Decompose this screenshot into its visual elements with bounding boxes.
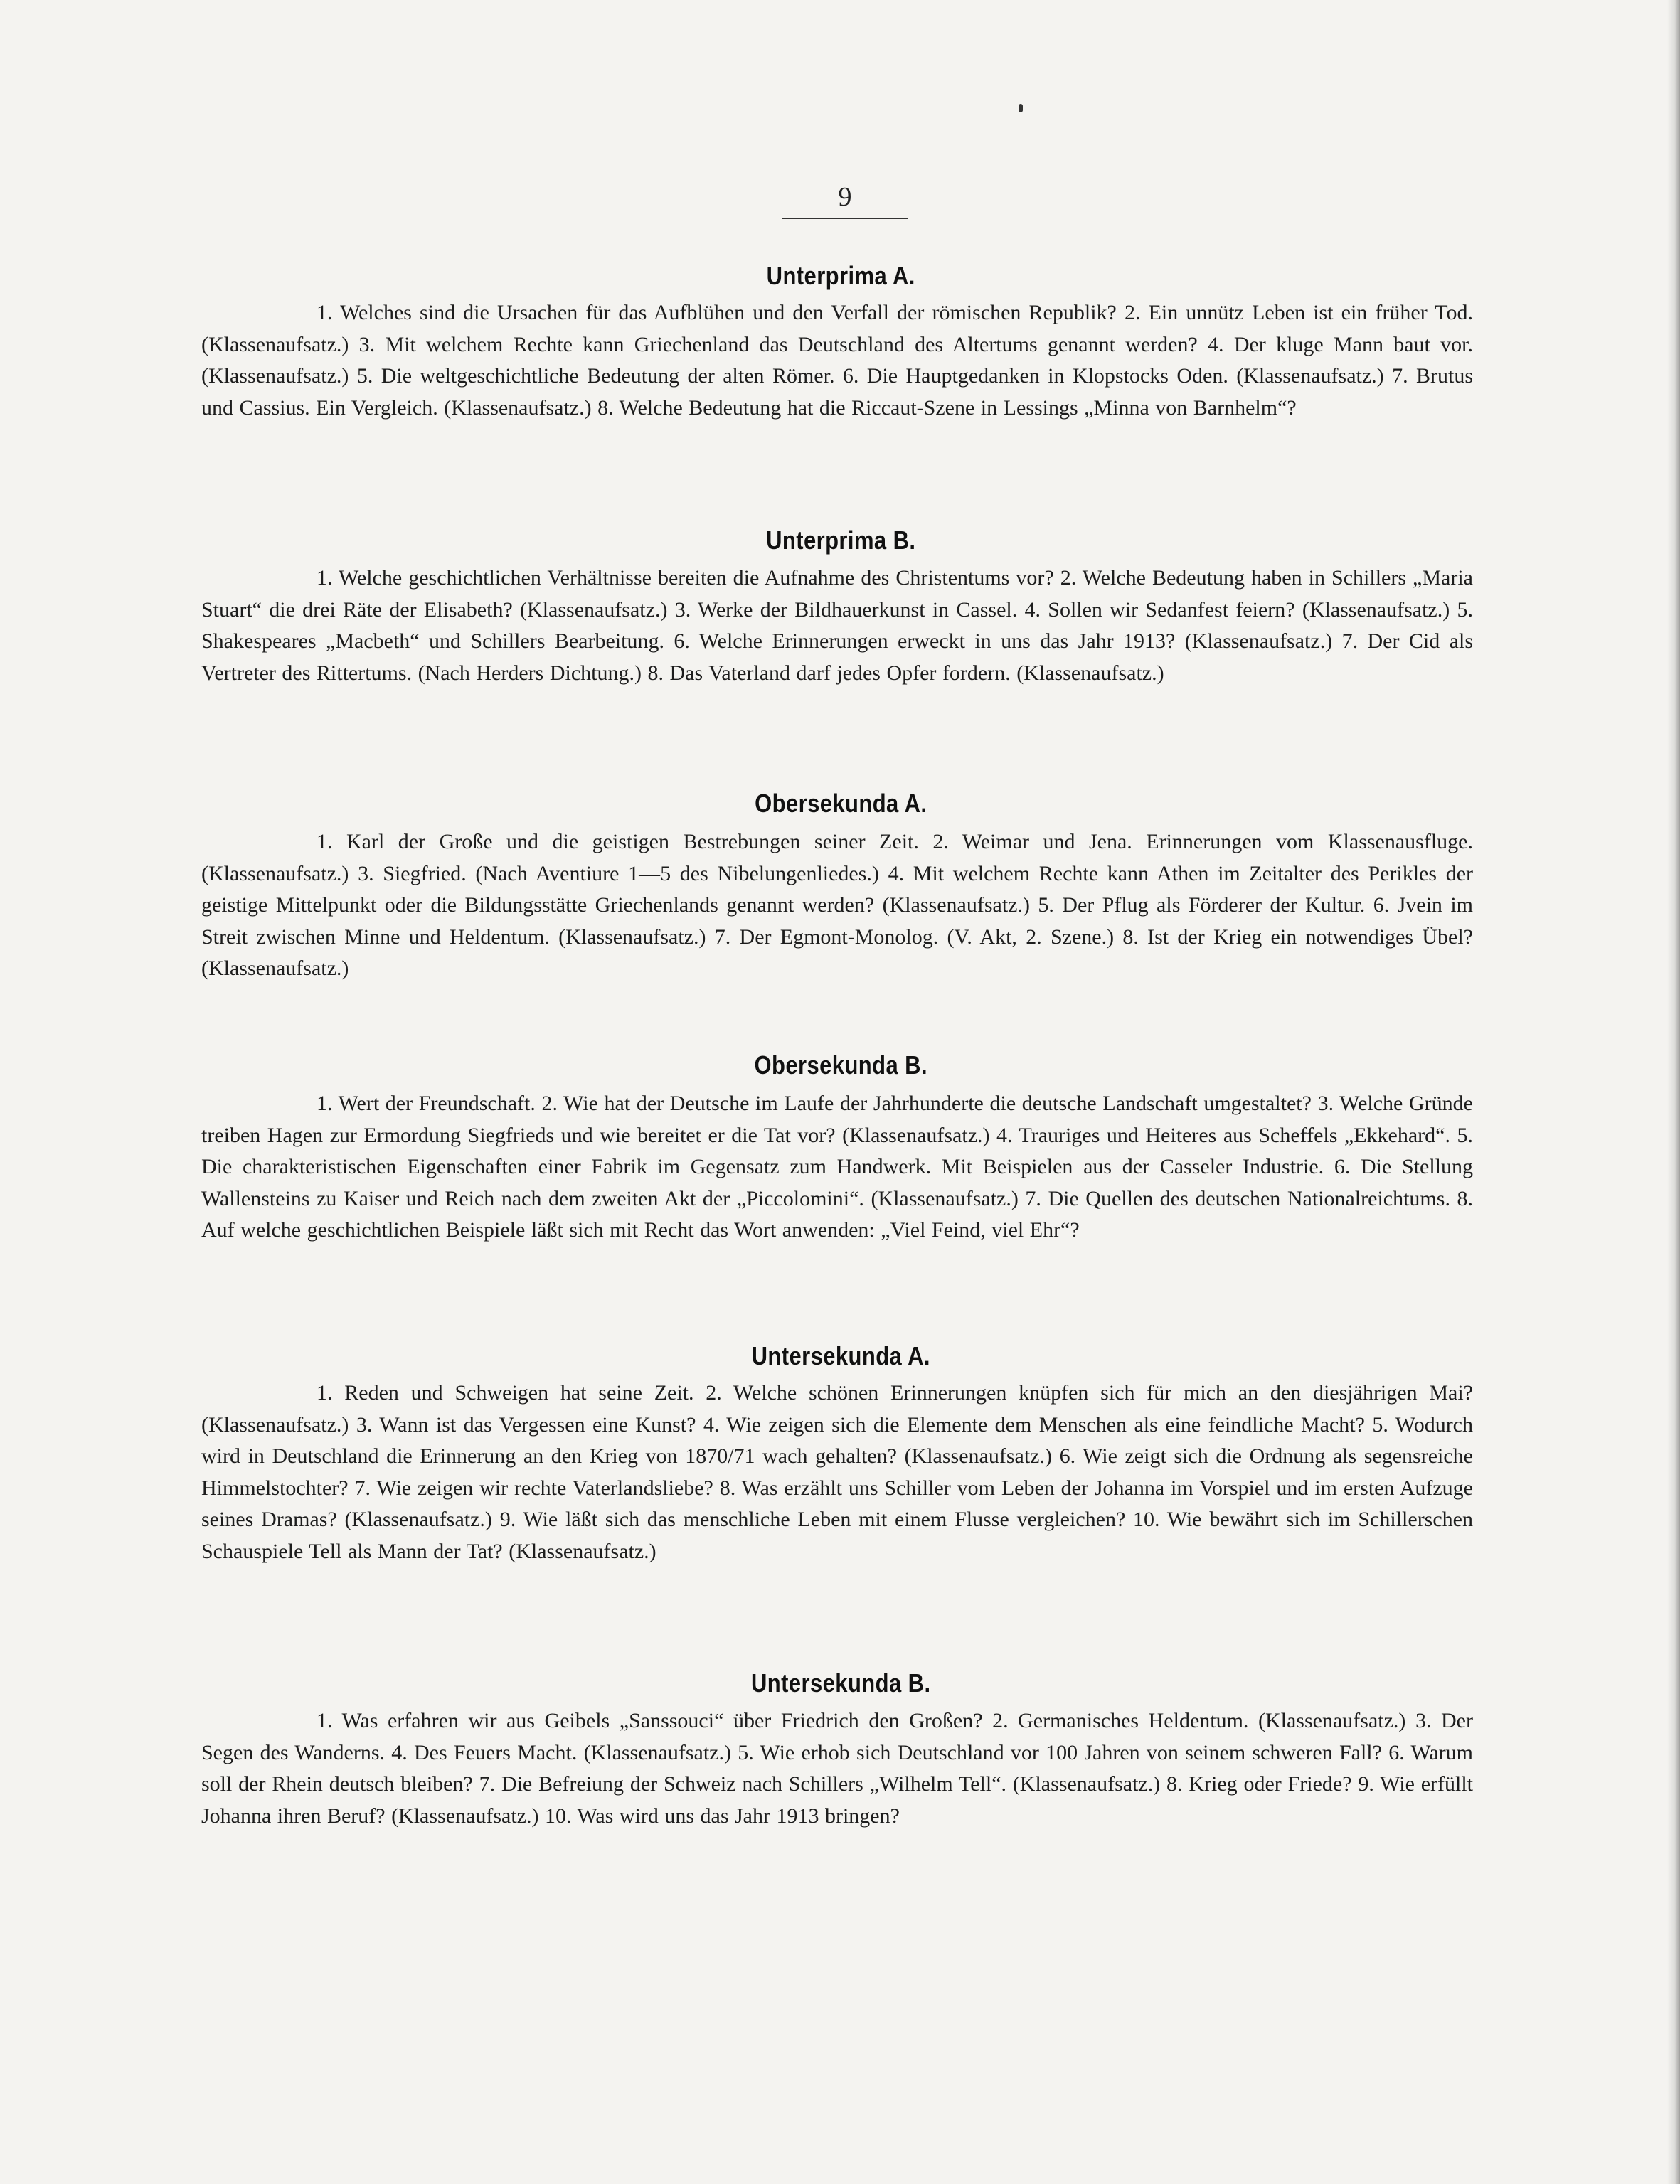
page-number: 9: [838, 182, 852, 212]
section-text-untersekunda-b: [201, 1705, 1473, 1832]
paragraph: 1. Welche geschichtlichen Verhältnisse bereiten die Aufnahme des Christentums vor? 2. Welche Bedeutung haben in Schillers „Maria Stuart“ die drei Räte der Elisabeth? (Klassenaufsatz.) 3. Werke der Bildhauerkunst in Cassel. 4. Sollen wir Sedanfest feiern? (Klassenaufsatz.) 5. Shakespeares „Macbeth“ und Schillers Bearbeitung. 6. Welche Erinnerungen erweckt in uns das Jahr 1913? (Klassenaufsatz.) 7. Der Cid als Vertreter des Rittertums. (Nach Herders Dichtung.) 8. Das Vaterland darf jedes Opfer fordern. (Klassenaufsatz.): [201, 566, 1473, 685]
section-heading-untersekunda-b: Untersekunda B.: [751, 1668, 931, 1698]
paragraph: 1. Welches sind die Ursachen für das Aufblühen und den Verfall der römischen Republik? 2. Ein unnütz Leben ist ein früher Tod. (Klassenaufsatz.) 3. Mit welchem Rechte kann Griechenland das Deutschland des Altertums genannt werden? 4. Der kluge Mann baut vor. (Klassenaufsatz.) 5. Die weltgeschichtliche Bedeutung der alten Römer. 6. Die Hauptgedanken in Klopstocks Oden. (Klassenaufsatz.) 7. Brutus und Cassius. Ein Vergleich. (Klassenaufsatz.) 8. Welche Bedeutung hat die Riccaut-Szene in Lessings „Minna von Barnhelm“?: [201, 301, 1473, 420]
paragraph: 1. Reden und Schweigen hat seine Zeit. 2. Welche schönen Erinnerungen knüpfen sich für mich an den diesjährigen Mai? (Klassenaufsatz.) 3. Wann ist das Vergessen eine Kunst? 4. Wie zeigen sich die Elemente dem Menschen als eine feindliche Macht? 5. Wodurch wird in Deutschland die Erinnerung an den Krieg von 1870/71 wach gehalten? (Klassenaufsatz.) 6. Wie zeigt sich die Ordnung als segensreiche Himmelstochter? 7. Wie zeigen wir rechte Vaterlandsliebe? 8. Was erzählt uns Schiller vom Leben der Johanna im Vorspiel und im ersten Aufzuge seines Dramas? (Klassenaufsatz.) 9. Wie läßt sich das menschliche Leben mit einem Flusse vergleichen? 10. Wie bewährt sich im Schillerschen Schauspiele Tell als Mann der Tat? (Klassenaufsatz.): [201, 1381, 1473, 1563]
section-heading-obersekunda-a: Obersekunda A.: [755, 789, 927, 818]
section-text-obersekunda-b: [201, 1088, 1473, 1247]
section-heading-obersekunda-b: Obersekunda B.: [754, 1050, 927, 1080]
section-text-unterprima-a: [201, 297, 1473, 424]
section-heading-unterprima-b: Unterprima B.: [766, 526, 916, 555]
section-heading-unterprima-a: Unterprima A.: [766, 261, 915, 290]
paragraph: 1. Was erfahren wir aus Geibels „Sanssouci“ über Friedrich den Großen? 2. Germanisches Heldentum. (Klassenaufsatz.) 3. Der Segen des Wanderns. 4. Des Feuers Macht. (Klassenaufsatz.) 5. Wie erhob sich Deutschland vor 100 Jahren von seinem schweren Fall? 6. Warum soll der Rhein deutsch bleiben? 7. Die Befreiung der Schweiz nach Schillers „Wilhelm Tell“. (Klassenaufsatz.) 8. Krieg oder Friede? 9. Wie erfüllt Johanna ihren Beruf? (Klassenaufsatz.) 10. Was wird uns das Jahr 1913 bringen?: [201, 1709, 1473, 1828]
section-text-obersekunda-a: [201, 826, 1473, 985]
section-heading-untersekunda-a: Untersekunda A.: [751, 1341, 930, 1370]
page-edge-shadow: [1667, 0, 1680, 2184]
page-number-rule: [782, 218, 908, 219]
section-text-untersekunda-a: [201, 1378, 1473, 1567]
print-speck: [1019, 104, 1023, 112]
paragraph: 1. Karl der Große und die geistigen Bestrebungen seiner Zeit. 2. Weimar und Jena. Erinnerungen vom Klassenausfluge. (Klassenaufsatz.) 3. Siegfried. (Nach Aventiure 1—5 des Nibelungenliedes.) 4. Mit welchem Rechte kann Athen im Zeitalter des Perikles der geistige Mittelpunkt oder die Bildungsstätte Griechenlands genannt werden? (Klassenaufsatz.) 5. Der Pflug als Förderer der Kultur. 6. Jvein im Streit zwischen Minne und Heldentum. (Klassenaufsatz.) 7. Der Egmont-Monolog. (V. Akt, 2. Szene.) 8. Ist der Krieg ein notwendiges Übel? (Klassenaufsatz.): [201, 830, 1473, 980]
paragraph: 1. Wert der Freundschaft. 2. Wie hat der Deutsche im Laufe der Jahrhunderte die deutsche Landschaft umgestaltet? 3. Welche Gründe treiben Hagen zur Ermordung Siegfrieds und wie bereitet er die Tat vor? (Klassenaufsatz.) 4. Trauriges und Heiteres aus Scheffels „Ekkehard“. 5. Die charakteristischen Eigenschaften einer Fabrik im Gegensatz zum Handwerk. Mit Beispielen aus der Casseler Industrie. 6. Die Stellung Wallensteins zu Kaiser und Reich nach dem zweiten Akt der „Piccolomini“. (Klassenaufsatz.) 7. Die Quellen des deutschen Nationalreichtums. 8. Auf welche geschichtlichen Beispiele läßt sich mit Recht das Wort anwenden: „Viel Feind, viel Ehr“?: [201, 1092, 1473, 1242]
section-text-unterprima-b: [201, 563, 1473, 689]
